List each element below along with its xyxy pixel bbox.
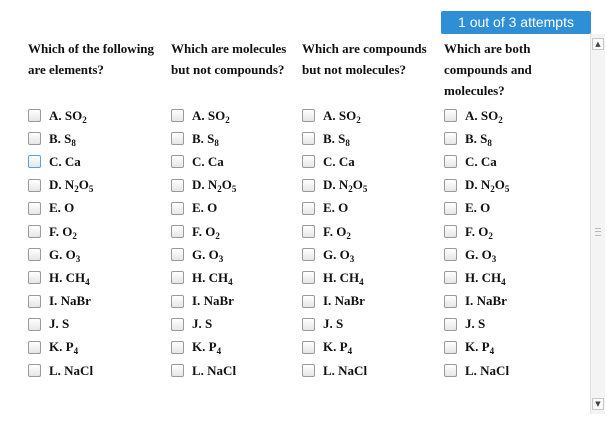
checkbox[interactable]: [444, 179, 457, 192]
option-row[interactable]: [171, 243, 236, 266]
option-letter: L.: [465, 362, 477, 378]
option-label[interactable]: [323, 247, 354, 263]
checkbox[interactable]: [28, 271, 41, 284]
option-subscript: 2: [356, 114, 361, 125]
option-letter: B.: [192, 130, 204, 146]
option-letter: I.: [323, 293, 332, 309]
option-label[interactable]: [192, 154, 224, 170]
option-row[interactable]: [444, 266, 509, 289]
option-subscript: 4: [501, 276, 506, 287]
option-subscript: 3: [218, 253, 224, 264]
option-row[interactable]: [302, 220, 367, 243]
option-letter: J.: [323, 316, 333, 332]
option-letter: K.: [323, 339, 337, 355]
option-row[interactable]: [444, 127, 509, 150]
option-formula: O: [62, 223, 73, 239]
option-subscript: 2: [215, 230, 220, 241]
option-subscript: 4: [228, 276, 233, 287]
option-subscript: 4: [347, 346, 353, 357]
option-label[interactable]: [49, 247, 80, 263]
option-formula: P: [65, 339, 74, 355]
option-letter: L.: [192, 362, 204, 378]
option-letter: A.: [49, 107, 62, 123]
option-formula: O: [338, 200, 349, 216]
option-letter: B.: [49, 130, 61, 146]
option-formula: NaCl: [480, 362, 510, 378]
option-label[interactable]: [323, 339, 352, 355]
option-label[interactable]: [192, 339, 221, 355]
option-formula: P: [339, 339, 348, 355]
option-formula: SO: [338, 107, 357, 123]
option-subscript: 2: [72, 230, 77, 241]
option-letter: E.: [49, 200, 61, 216]
checkbox[interactable]: [171, 271, 184, 284]
option-list: [171, 104, 236, 382]
checkbox[interactable]: [302, 318, 315, 331]
option-subscript: 2: [217, 184, 222, 195]
option-formula: O: [64, 200, 75, 216]
option-row[interactable]: [28, 290, 93, 313]
option-subscript: 5: [504, 184, 510, 195]
option-row[interactable]: [171, 220, 236, 243]
option-formula: NaCl: [64, 362, 94, 378]
option-label[interactable]: [323, 108, 361, 124]
checkbox[interactable]: [171, 225, 184, 238]
option-formula: NaBr: [203, 293, 234, 309]
option-label[interactable]: [323, 316, 343, 332]
option-label[interactable]: [465, 154, 497, 170]
option-subscript: 4: [73, 346, 79, 357]
option-formula: NaBr: [476, 293, 507, 309]
option-letter: F.: [465, 223, 475, 239]
option-subscript: 2: [490, 184, 495, 195]
option-label[interactable]: [192, 293, 234, 309]
option-letter: D.: [465, 177, 478, 193]
option-formula: O: [65, 246, 76, 262]
option-row[interactable]: [302, 104, 367, 127]
option-subscript: 2: [348, 184, 353, 195]
option-row[interactable]: [444, 104, 509, 127]
option-formula: SO: [64, 107, 83, 123]
option-list: [28, 104, 93, 382]
option-formula: NaCl: [338, 362, 368, 378]
option-row[interactable]: [444, 290, 509, 313]
option-subscript: 2: [346, 230, 351, 241]
option-subscript: 2: [488, 230, 493, 241]
option-letter: E.: [192, 200, 204, 216]
option-letter: I.: [49, 293, 58, 309]
checkbox[interactable]: [28, 225, 41, 238]
option-letter: C.: [465, 153, 478, 169]
option-label[interactable]: [323, 224, 351, 240]
checkbox[interactable]: [302, 248, 315, 261]
checkbox[interactable]: [302, 225, 315, 238]
checkbox[interactable]: [171, 295, 184, 308]
option-subscript: 5: [88, 184, 94, 195]
option-label[interactable]: [323, 131, 350, 147]
option-row[interactable]: [302, 313, 367, 336]
option-letter: E.: [323, 200, 335, 216]
option-label[interactable]: [49, 293, 91, 309]
option-subscript: 2: [82, 114, 87, 125]
option-letter: K.: [49, 339, 63, 355]
option-letter: J.: [49, 316, 59, 332]
checkbox[interactable]: [444, 155, 457, 168]
option-subscript: 8: [71, 137, 76, 148]
option-subscript: 3: [491, 253, 497, 264]
option-formula: O: [207, 200, 218, 216]
option-label[interactable]: [49, 339, 78, 355]
checkbox[interactable]: [444, 109, 457, 122]
attempts-badge: 1 out of 3 attempts: [441, 11, 591, 34]
option-formula: S: [205, 316, 213, 332]
checkbox[interactable]: [28, 341, 41, 354]
option-row[interactable]: [28, 220, 93, 243]
checkbox[interactable]: [28, 364, 41, 377]
option-formula: Ca: [64, 153, 81, 169]
question-column-compounds-not-molecules: [302, 38, 427, 378]
checkbox[interactable]: [444, 225, 457, 238]
option-formula: O: [481, 246, 492, 262]
checkbox[interactable]: [28, 109, 41, 122]
option-label[interactable]: [192, 177, 236, 193]
option-list: [444, 104, 509, 382]
option-label[interactable]: [465, 363, 509, 379]
option-formula: S: [478, 316, 486, 332]
option-formula: O: [494, 177, 505, 193]
option-subscript: 4: [489, 346, 495, 357]
scroll-down-icon[interactable]: ▼: [592, 398, 604, 410]
option-formula: NaBr: [334, 293, 365, 309]
option-label[interactable]: [49, 200, 74, 216]
option-formula: S: [480, 130, 488, 146]
checkbox[interactable]: [28, 248, 41, 261]
option-subscript: 3: [75, 253, 81, 264]
option-formula: CH: [65, 269, 86, 285]
checkbox[interactable]: [444, 341, 457, 354]
checkbox[interactable]: [28, 179, 41, 192]
option-formula: NaCl: [207, 362, 237, 378]
option-letter: J.: [192, 316, 202, 332]
option-label[interactable]: [49, 177, 93, 193]
option-label[interactable]: [323, 270, 364, 286]
option-label[interactable]: [192, 108, 230, 124]
question-text: Which are molecules but not compounds?: [171, 41, 287, 77]
option-row[interactable]: [171, 313, 236, 336]
checkbox[interactable]: [28, 155, 41, 168]
checkbox[interactable]: [28, 202, 41, 215]
option-formula: O: [339, 246, 350, 262]
option-formula: O: [221, 177, 232, 193]
option-row[interactable]: [302, 127, 367, 150]
option-label[interactable]: [49, 131, 76, 147]
option-row[interactable]: [28, 266, 93, 289]
option-label[interactable]: [465, 339, 494, 355]
checkbox[interactable]: [302, 202, 315, 215]
option-letter: D.: [49, 177, 62, 193]
checkbox[interactable]: [444, 271, 457, 284]
option-letter: C.: [323, 153, 336, 169]
option-label[interactable]: [192, 270, 233, 286]
option-subscript: 8: [345, 137, 350, 148]
option-formula: N: [338, 177, 349, 193]
option-formula: CH: [481, 269, 502, 285]
option-formula: O: [478, 223, 489, 239]
option-label[interactable]: [192, 363, 236, 379]
checkbox[interactable]: [171, 248, 184, 261]
option-formula: S: [338, 130, 346, 146]
option-formula: O: [352, 177, 363, 193]
checkbox[interactable]: [302, 295, 315, 308]
question-text: Which of the following are elements?: [28, 41, 155, 77]
checkbox[interactable]: [302, 179, 315, 192]
option-row[interactable]: [302, 197, 367, 220]
option-row[interactable]: [302, 243, 367, 266]
option-formula: O: [336, 223, 347, 239]
option-row[interactable]: [302, 266, 367, 289]
option-letter: K.: [465, 339, 479, 355]
option-formula: Ca: [480, 153, 497, 169]
option-row[interactable]: [444, 197, 509, 220]
option-letter: H.: [192, 269, 206, 285]
option-letter: D.: [323, 177, 336, 193]
option-letter: G.: [49, 246, 63, 262]
option-row[interactable]: [171, 336, 236, 359]
option-row[interactable]: [444, 313, 509, 336]
checkbox[interactable]: [171, 155, 184, 168]
option-list: [302, 104, 367, 382]
option-formula: S: [336, 316, 344, 332]
option-letter: G.: [323, 246, 337, 262]
option-letter: F.: [323, 223, 333, 239]
option-row[interactable]: [302, 290, 367, 313]
option-row[interactable]: [28, 359, 93, 382]
option-letter: A.: [192, 107, 205, 123]
option-row[interactable]: [444, 220, 509, 243]
option-letter: H.: [49, 269, 63, 285]
option-letter: D.: [192, 177, 205, 193]
option-label[interactable]: [192, 224, 220, 240]
option-label[interactable]: [465, 177, 509, 193]
option-letter: G.: [465, 246, 479, 262]
option-letter: L.: [49, 362, 61, 378]
option-letter: H.: [323, 269, 337, 285]
option-label[interactable]: [192, 200, 217, 216]
option-label[interactable]: [49, 270, 90, 286]
option-formula: SO: [207, 107, 226, 123]
checkbox[interactable]: [171, 364, 184, 377]
option-label[interactable]: [49, 316, 69, 332]
option-letter: C.: [49, 153, 62, 169]
question-column-molecules-not-compounds: [171, 38, 287, 378]
option-row[interactable]: [444, 359, 509, 382]
option-letter: I.: [465, 293, 474, 309]
option-formula: N: [207, 177, 218, 193]
option-letter: J.: [465, 316, 475, 332]
option-label[interactable]: [465, 270, 506, 286]
option-row[interactable]: [171, 127, 236, 150]
option-row[interactable]: [28, 150, 93, 173]
option-subscript: 3: [349, 253, 355, 264]
option-formula: S: [64, 130, 72, 146]
checkbox[interactable]: [171, 341, 184, 354]
option-formula: O: [480, 200, 491, 216]
option-formula: O: [208, 246, 219, 262]
checkbox[interactable]: [444, 318, 457, 331]
checkbox[interactable]: [28, 132, 41, 145]
option-formula: N: [480, 177, 491, 193]
option-row[interactable]: [444, 150, 509, 173]
option-subscript: 5: [231, 184, 237, 195]
option-subscript: 4: [85, 276, 90, 287]
checkbox[interactable]: [171, 179, 184, 192]
option-row[interactable]: [28, 336, 93, 359]
option-label[interactable]: [323, 154, 355, 170]
option-letter: E.: [465, 200, 477, 216]
option-row[interactable]: [171, 104, 236, 127]
option-formula: Ca: [338, 153, 355, 169]
option-row[interactable]: [302, 336, 367, 359]
option-label[interactable]: [192, 316, 212, 332]
option-formula: Ca: [207, 153, 224, 169]
checkbox[interactable]: [302, 132, 315, 145]
option-label[interactable]: [465, 247, 496, 263]
option-formula: NaBr: [60, 293, 91, 309]
option-row[interactable]: [28, 127, 93, 150]
option-row[interactable]: [28, 197, 93, 220]
option-formula: P: [208, 339, 217, 355]
option-letter: K.: [192, 339, 206, 355]
option-letter: A.: [465, 107, 478, 123]
checkbox[interactable]: [28, 318, 41, 331]
option-subscript: 2: [74, 184, 79, 195]
option-label[interactable]: [465, 131, 492, 147]
checkbox[interactable]: [171, 318, 184, 331]
checkbox[interactable]: [444, 364, 457, 377]
option-row[interactable]: [444, 174, 509, 197]
option-row[interactable]: [444, 336, 509, 359]
option-letter: F.: [192, 223, 202, 239]
option-label[interactable]: [192, 131, 219, 147]
option-letter: B.: [465, 130, 477, 146]
option-subscript: 5: [362, 184, 368, 195]
vertical-scrollbar[interactable]: [590, 34, 605, 414]
option-formula: CH: [208, 269, 229, 285]
option-row[interactable]: [302, 359, 367, 382]
option-formula: S: [207, 130, 215, 146]
option-formula: O: [78, 177, 89, 193]
option-row[interactable]: [28, 174, 93, 197]
option-formula: CH: [339, 269, 360, 285]
option-label[interactable]: [323, 200, 348, 216]
question-text: Which are both compounds and molecules?: [444, 41, 532, 98]
option-row[interactable]: [444, 243, 509, 266]
option-row[interactable]: [171, 150, 236, 173]
question-text: Which are compounds but not molecules?: [302, 41, 427, 77]
checkbox[interactable]: [302, 364, 315, 377]
question-column-compounds-and-molecules: [444, 38, 532, 378]
option-letter: L.: [323, 362, 335, 378]
option-label[interactable]: [192, 247, 223, 263]
option-formula: N: [64, 177, 75, 193]
option-subscript: 2: [498, 114, 503, 125]
option-letter: F.: [49, 223, 59, 239]
option-formula: O: [205, 223, 216, 239]
option-subscript: 4: [216, 346, 222, 357]
option-letter: B.: [323, 130, 335, 146]
scroll-grip-icon[interactable]: [595, 228, 601, 236]
checkbox[interactable]: [28, 295, 41, 308]
option-row[interactable]: [171, 197, 236, 220]
option-letter: I.: [192, 293, 201, 309]
checkbox[interactable]: [302, 341, 315, 354]
checkbox[interactable]: [444, 295, 457, 308]
option-label[interactable]: [49, 363, 93, 379]
option-row[interactable]: [28, 104, 93, 127]
option-letter: G.: [192, 246, 206, 262]
option-row[interactable]: [171, 266, 236, 289]
checkbox[interactable]: [302, 109, 315, 122]
option-label[interactable]: [465, 316, 485, 332]
option-subscript: 4: [359, 276, 364, 287]
checkbox[interactable]: [444, 202, 457, 215]
option-label[interactable]: [323, 293, 365, 309]
checkbox[interactable]: [171, 202, 184, 215]
option-label[interactable]: [465, 200, 490, 216]
option-subscript: 8: [214, 137, 219, 148]
option-label[interactable]: [49, 108, 87, 124]
option-row[interactable]: [28, 243, 93, 266]
checkbox[interactable]: [444, 248, 457, 261]
option-subscript: 2: [225, 114, 230, 125]
checkbox[interactable]: [171, 132, 184, 145]
option-row[interactable]: [171, 174, 236, 197]
checkbox[interactable]: [302, 271, 315, 284]
option-formula: S: [62, 316, 70, 332]
question-column-elements: [28, 38, 155, 378]
checkbox[interactable]: [302, 155, 315, 168]
option-letter: A.: [323, 107, 336, 123]
option-row[interactable]: [302, 150, 367, 173]
option-formula: SO: [480, 107, 499, 123]
checkbox[interactable]: [444, 132, 457, 145]
option-row[interactable]: [302, 174, 367, 197]
option-label[interactable]: [465, 293, 507, 309]
option-letter: H.: [465, 269, 479, 285]
option-letter: C.: [192, 153, 205, 169]
option-row[interactable]: [28, 313, 93, 336]
option-label[interactable]: [465, 108, 503, 124]
option-label[interactable]: [49, 154, 81, 170]
checkbox[interactable]: [171, 109, 184, 122]
option-formula: P: [481, 339, 490, 355]
option-label[interactable]: [49, 224, 77, 240]
option-label[interactable]: [465, 224, 493, 240]
option-label[interactable]: [323, 363, 367, 379]
scroll-up-icon[interactable]: ▲: [592, 38, 604, 50]
option-row[interactable]: [171, 359, 236, 382]
option-subscript: 8: [487, 137, 492, 148]
option-label[interactable]: [323, 177, 367, 193]
option-row[interactable]: [171, 290, 236, 313]
